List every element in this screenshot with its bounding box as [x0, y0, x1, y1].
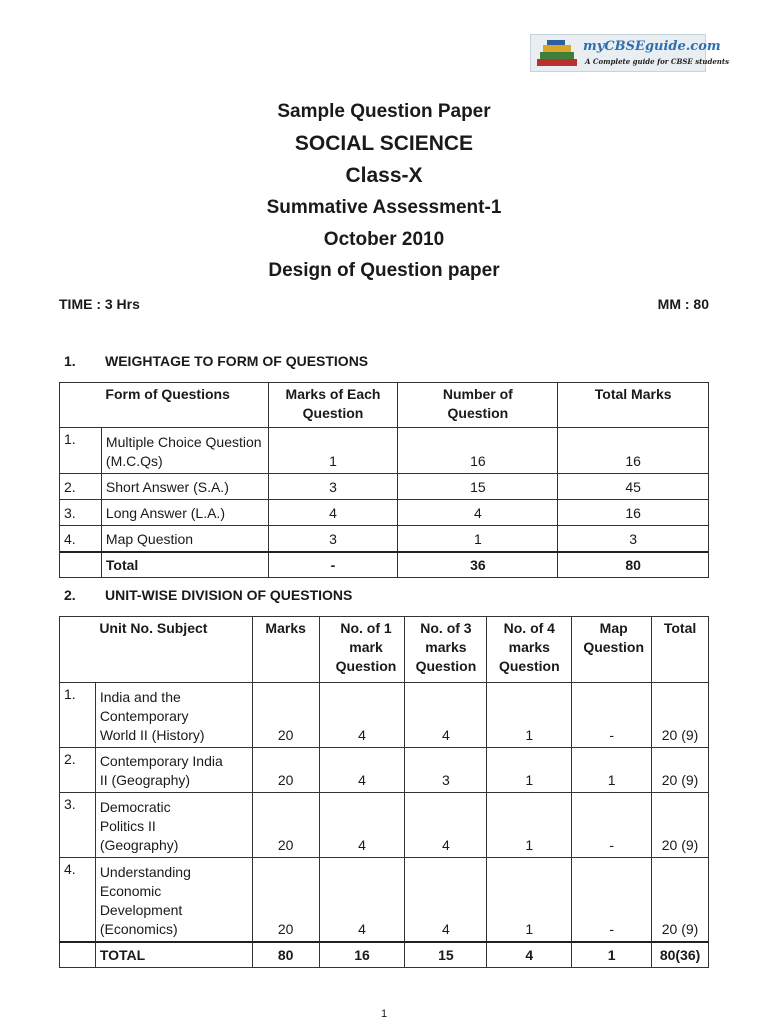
row-map: - [572, 683, 652, 748]
row-number: 4. [60, 526, 102, 552]
total-map: 1 [572, 942, 652, 968]
row-number: 1. [60, 683, 96, 748]
row-4-marks: 1 [487, 793, 572, 858]
row-form: Short Answer (S.A.) [101, 474, 268, 500]
logo-tagline: A Complete guide for CBSE students [585, 57, 730, 66]
col-header-4-marks: No. of 4 marks Question [487, 617, 572, 683]
logo-brand-text: myCBSEguide.com [583, 39, 721, 54]
row-number: 2. [60, 474, 102, 500]
row-marks: 1 [268, 428, 398, 474]
row-1-mark: 4 [319, 793, 405, 858]
table-row [60, 683, 709, 748]
date-title: October 2010 [323, 229, 445, 250]
paper-title: Sample Question Paper [277, 101, 491, 122]
row-subject: Understanding Economic Development (Economics) [95, 858, 252, 942]
table-row [60, 500, 709, 526]
row-marks: 20 [252, 858, 319, 942]
col-header-marks: Marks [252, 617, 319, 683]
total-row [60, 942, 709, 968]
row-form: Long Answer (L.A.) [101, 500, 268, 526]
col-header-1-mark: No. of 1 mark Question [319, 617, 405, 683]
max-marks-label: MM : 80 [657, 296, 709, 312]
row-total: 16 [558, 500, 709, 526]
col-header-total: Total [652, 617, 709, 683]
time-label: TIME : 3 Hrs [59, 296, 140, 312]
row-total: 16 [558, 428, 709, 474]
row-total: 20 (9) [652, 858, 709, 942]
row-4-marks: 1 [487, 858, 572, 942]
row-subject: Democratic Politics II (Geography) [95, 793, 252, 858]
row-total: 20 (9) [652, 793, 709, 858]
section2-title: UNIT-WISE DIVISION OF QUESTIONS [105, 587, 353, 603]
row-number-of-questions: 4 [398, 500, 558, 526]
total-4-marks: 4 [487, 942, 572, 968]
design-title: Design of Question paper [268, 260, 500, 281]
total-label: Total [101, 552, 268, 578]
class-title: Class-X [345, 164, 423, 187]
row-3-marks: 3 [405, 748, 487, 793]
row-subject: Contemporary India II (Geography) [95, 748, 252, 793]
row-map: 1 [572, 748, 652, 793]
row-number: 2. [60, 748, 96, 793]
row-number: 1. [60, 428, 102, 474]
table-header-row [60, 383, 709, 428]
table-row [60, 526, 709, 552]
row-1-mark: 4 [319, 858, 405, 942]
row-4-marks: 1 [487, 683, 572, 748]
table-row [60, 793, 709, 858]
total-label: TOTAL [95, 942, 252, 968]
total-1-mark: 16 [319, 942, 405, 968]
row-marks: 20 [252, 683, 319, 748]
col-header-map: Map Question [572, 617, 652, 683]
table-row [60, 858, 709, 942]
row-1-mark: 4 [319, 683, 405, 748]
row-marks: 4 [268, 500, 398, 526]
col-header-3-marks: No. of 3 marks Question [405, 617, 487, 683]
section1-number: 1. [64, 353, 76, 369]
unit-wise-table [59, 616, 709, 968]
col-header-number: Number of Question [398, 383, 558, 428]
mycbseguide-logo [530, 34, 730, 72]
assessment-title: Summative Assessment-1 [266, 197, 502, 218]
row-3-marks: 4 [405, 858, 487, 942]
col-header-marks-each: Marks of Each Question [268, 383, 398, 428]
total-total: 80 [558, 552, 709, 578]
total-total: 80(36) [652, 942, 709, 968]
row-number-of-questions: 1 [398, 526, 558, 552]
row-marks: 3 [268, 526, 398, 552]
table-row [60, 748, 709, 793]
row-total: 45 [558, 474, 709, 500]
row-number: 4. [60, 858, 96, 942]
row-1-mark: 4 [319, 748, 405, 793]
row-number-of-questions: 16 [398, 428, 558, 474]
row-number: 3. [60, 500, 102, 526]
books-icon [535, 39, 579, 69]
section2-number: 2. [64, 587, 76, 603]
weightage-table [59, 382, 709, 578]
row-number-of-questions: 15 [398, 474, 558, 500]
total-row [60, 552, 709, 578]
table-row [60, 428, 709, 474]
row-4-marks: 1 [487, 748, 572, 793]
section1-heading [64, 353, 368, 369]
row-number: 3. [60, 793, 96, 858]
row-form: Multiple Choice Question (M.C.Qs) [101, 428, 268, 474]
section2-heading [64, 587, 352, 603]
table-header-row [60, 617, 709, 683]
row-total: 3 [558, 526, 709, 552]
row-marks: 3 [268, 474, 398, 500]
table-row [60, 474, 709, 500]
row-3-marks: 4 [405, 793, 487, 858]
subject-title: SOCIAL SCIENCE [294, 132, 474, 155]
section1-title: WEIGHTAGE TO FORM OF QUESTIONS [105, 353, 369, 369]
row-marks: 20 [252, 748, 319, 793]
row-total: 20 (9) [652, 748, 709, 793]
row-total: 20 (9) [652, 683, 709, 748]
col-header-form: Form of Questions [101, 383, 268, 428]
total-number: 36 [398, 552, 558, 578]
page-number: 1 [380, 1008, 388, 1020]
total-3-marks: 15 [405, 942, 487, 968]
row-map: - [572, 793, 652, 858]
col-header-subject: Unit No. Subject [95, 617, 252, 683]
row-subject: India and the Contemporary World II (History) [95, 683, 252, 748]
row-3-marks: 4 [405, 683, 487, 748]
col-header-total: Total Marks [558, 383, 709, 428]
row-marks: 20 [252, 793, 319, 858]
total-marks: - [268, 552, 398, 578]
total-marks: 80 [252, 942, 319, 968]
row-map: - [572, 858, 652, 942]
row-form: Map Question [101, 526, 268, 552]
